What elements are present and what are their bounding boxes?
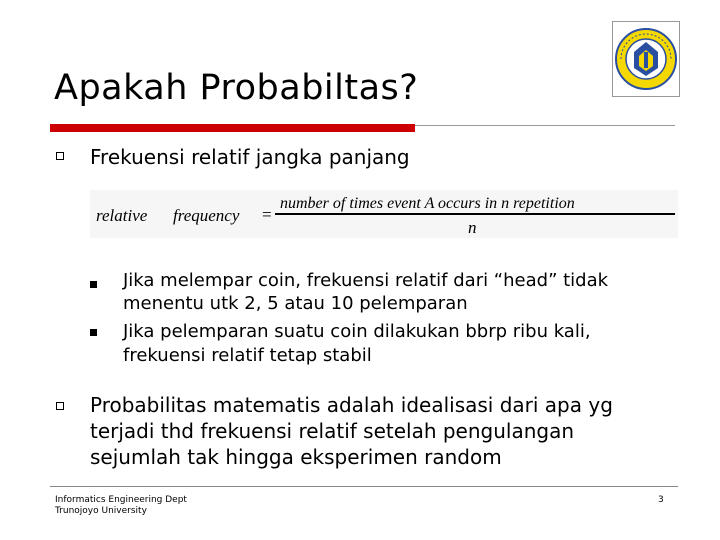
- sub-bullet-2-line-2: frekuensi relatif tetap stabil: [123, 345, 372, 366]
- formula-image: [90, 190, 678, 238]
- formula-lhs-relative: relative: [96, 206, 148, 225]
- formula-fraction-bar: [275, 213, 675, 215]
- formula-denominator: n: [468, 218, 477, 237]
- title-accent-bar: [50, 124, 415, 132]
- bullet-frekuensi-relatif: Frekuensi relatif jangka panjang: [90, 145, 410, 169]
- bullet-2-line-2: terjadi thd frekuensi relatif setelah pengulangan: [90, 419, 575, 443]
- sub-bullet-1-line-1: Jika melempar coin, frekuensi relatif dari “head” tidak: [123, 270, 609, 291]
- footer-organization: [55, 495, 187, 517]
- formula-numerator: number of times event A occurs in n repetition: [280, 195, 575, 212]
- sub-bullet-2-line-1: Jika pelemparan suatu coin dilakukan bbrp ribu kali,: [123, 321, 591, 342]
- bullet-2-line-3: sejumlah tak hingga eksperimen random: [90, 445, 502, 469]
- title-divider-line: [415, 125, 675, 126]
- bullet-hollow-square-icon: [56, 402, 64, 410]
- bullet-2-line-1: Probabilitas matematis adalah idealisasi dari apa yg: [90, 393, 613, 417]
- footer-rule: [50, 486, 678, 487]
- university-logo: [612, 21, 680, 97]
- footer-org-line-2: Trunojoyo University: [55, 506, 147, 516]
- slide-title: Apakah Probabiltas?: [54, 68, 419, 108]
- formula-lhs-frequency: frequency: [173, 206, 240, 225]
- footer-org-line-1: Informatics Engineering Dept: [55, 495, 187, 505]
- bullet-filled-square-icon: [90, 281, 97, 288]
- sub-bullet-1-line-2: menentu utk 2, 5 atau 10 pelemparan: [123, 293, 468, 314]
- formula-equals: =: [262, 205, 272, 224]
- bullet-filled-square-icon: [90, 329, 97, 336]
- page-number: 3: [658, 495, 664, 505]
- bullet-hollow-square-icon: [56, 152, 64, 160]
